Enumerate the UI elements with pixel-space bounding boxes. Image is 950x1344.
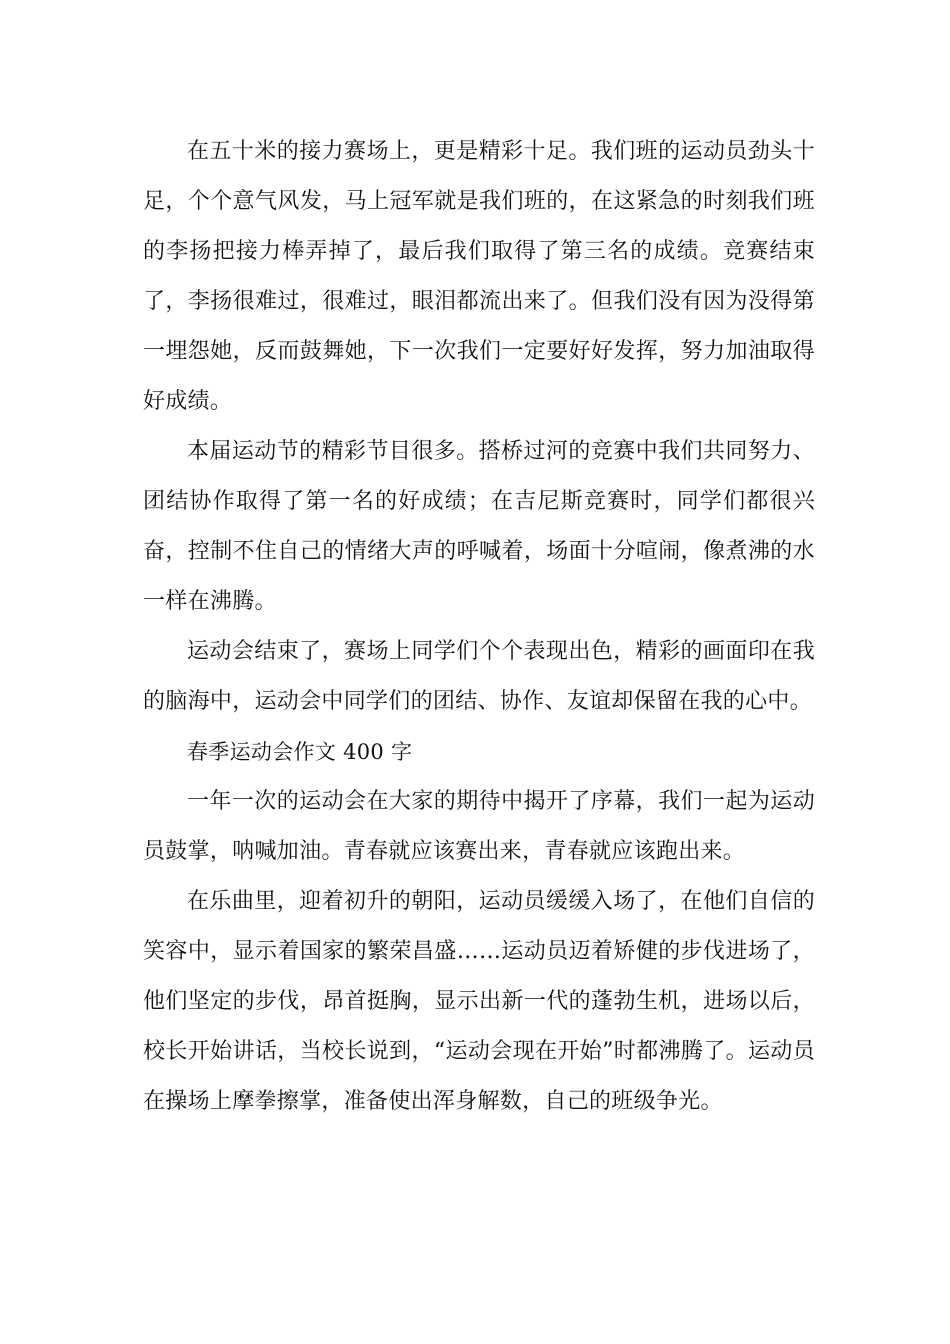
paragraph-relay-race: 在五十米的接力赛场上，更是精彩十足。我们班的运动员劲头十足，个个意气风发，马上冠军就是我们班的，在这紧急的时刻我们班的李扬把接力棒弄掉了，最后我们取得了第三名的成绩。竞赛结束了，李扬很难过，很难过，眼泪都流出来了。但我们没有因为没得第一埋怨她，反而鼓舞她，下一次我们一定要好好发挥，努力加油取得好成绩。 xyxy=(143,139,815,414)
paragraph-events: 本届运动节的精彩节目很多。搭桥过河的竞赛中我们共同努力、团结协作取得了第一名的好成绩；在吉尼斯竞赛时，同学们都很兴奋，控制不住自己的情绪大声的呼喊着，场面十分喧闹，像煮沸的水一样在沸腾。 xyxy=(143,439,815,614)
paragraph-opening: 一年一次的运动会在大家的期待中揭开了序幕，我们一起为运动员鼓掌，呐喊加油。青春就应该赛出来，青春就应该跑出来。 xyxy=(143,789,815,864)
section-title: 春季运动会作文 400 字 xyxy=(187,740,413,764)
document-body xyxy=(143,127,815,1127)
paragraph-closing: 运动会结束了，赛场上同学们个个表现出色，精彩的画面印在我的脑海中，运动会中同学们的团结、协作、友谊却保留在我的心中。 xyxy=(143,639,815,714)
paragraph-entrance: 在乐曲里，迎着初升的朝阳，运动员缓缓入场了，在他们自信的笑容中，显示着国家的繁荣昌盛……运动员迈着矫健的步伐进场了，他们坚定的步伐，昂首挺胸，显示出新一代的蓬勃生机，进场以后，校长开始讲话，当校长说到，“运动会现在开始”时都沸腾了。运动员在操场上摩拳擦掌，准备使出浑身解数，自己的班级争光。 xyxy=(143,889,815,1114)
